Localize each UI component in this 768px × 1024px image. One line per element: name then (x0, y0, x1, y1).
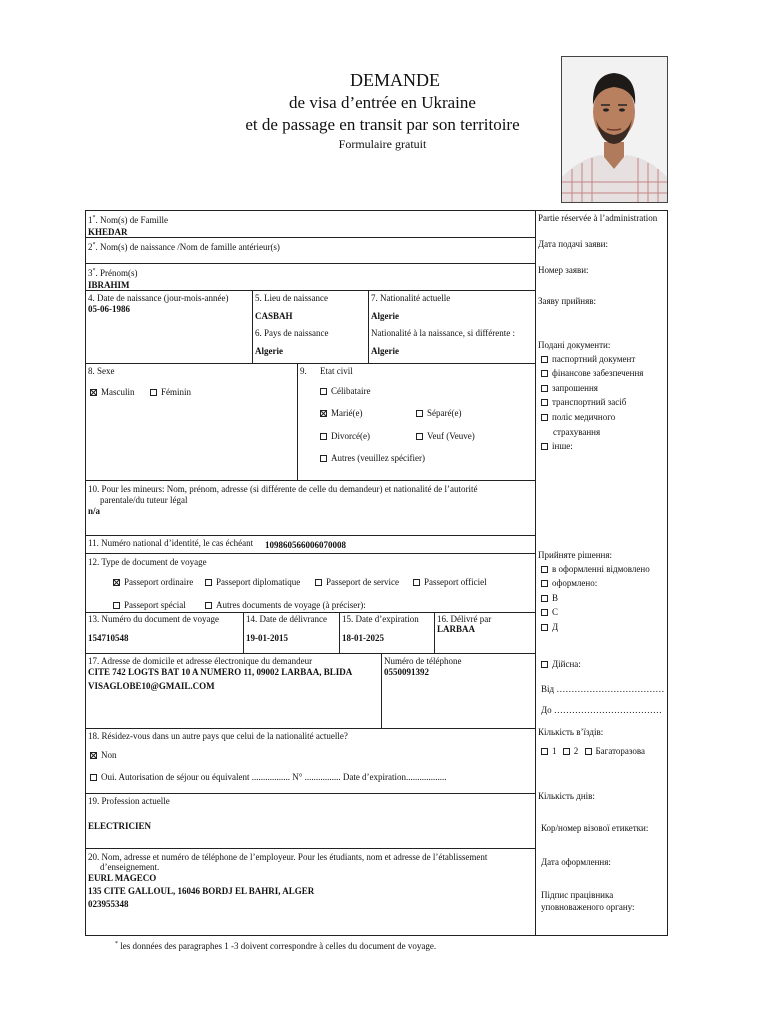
admin-title: Partie réservée à l’administration (538, 213, 658, 223)
admin-doc-label: транспортний засіб (552, 397, 627, 407)
field-6-value[interactable]: Algerie (255, 346, 283, 356)
admin-doc-label: поліс медичного (552, 412, 616, 422)
doc-ordinaire-checkbox[interactable] (113, 579, 120, 586)
field-20-address[interactable]: 135 CITE GALLOUL, 16046 BORDJ EL BAHRI, ALGER (88, 886, 315, 896)
sex-masculin-checkbox[interactable] (90, 389, 97, 396)
admin-type-item[interactable] (541, 593, 558, 603)
field-1-number: 1 (88, 215, 93, 225)
doc-special-checkbox[interactable] (113, 602, 120, 609)
field-7b-label: Nationalité à la naissance, si différente : (371, 328, 516, 338)
admin-decision-issued-checkbox[interactable] (541, 580, 548, 587)
admin-valid-checkbox[interactable] (541, 661, 548, 668)
field-6-label: 6. Pays de naissance (255, 328, 329, 338)
field-17-label: 17. Adresse de domicile et adresse électronique du demandeur (88, 656, 313, 666)
civil-divorce-checkbox[interactable] (320, 433, 327, 440)
footnote (115, 939, 436, 951)
form-subtitle-2: et de passage en transit par son territoire (245, 115, 520, 134)
admin-received-by: Заяву прийняв: (538, 296, 596, 306)
field-11-label: 11. Numéro national d’identité, le cas échéant (88, 538, 254, 548)
admin-signature-1: Підпис працівника (541, 890, 614, 900)
admin-decision-title: Прийняте рішення: (538, 550, 612, 560)
field-10-value[interactable]: n/a (88, 506, 101, 516)
field-9-number: 9. (300, 366, 307, 376)
civil-marie-option[interactable] (320, 408, 362, 418)
doc-officiel-checkbox[interactable] (413, 579, 420, 586)
admin-doc-cont: страхування (553, 427, 601, 437)
field-4-label: 4. Date de naissance (jour-mois-année) (88, 293, 229, 303)
civil-autres-label: Autres (veuillez spécifier) (331, 453, 425, 463)
field-7-label: 7. Nationalité actuelle (371, 293, 451, 303)
sex-masculin-option[interactable] (90, 387, 135, 397)
field-14-value[interactable]: 19-01-2015 (246, 633, 288, 643)
doc-autres-label: Autres documents de voyage (à préciser): (216, 600, 366, 610)
admin-doc-label: паспортний документ (552, 354, 636, 364)
field-1-label: 1*. Nom(s) de Famille (88, 215, 168, 225)
civil-separe-checkbox[interactable] (416, 410, 423, 417)
admin-entries-multi-checkbox[interactable] (585, 748, 592, 755)
footnote-mark: * (115, 941, 118, 947)
field-2-label-text: Nom(s) de naissance /Nom de famille antérieur(s) (100, 242, 280, 252)
civil-divorce-option[interactable] (320, 431, 370, 441)
field-4-value[interactable]: 05-06-1986 (88, 304, 130, 314)
doc-autres-checkbox[interactable] (205, 602, 212, 609)
admin-date-issue: Дата оформлення: (541, 857, 611, 867)
admin-sticker: Кор/номер візової етикетки: (541, 823, 649, 833)
civil-veuf-option[interactable] (416, 431, 475, 441)
admin-doc-item[interactable] (541, 354, 635, 364)
doc-service-option[interactable] (315, 577, 399, 587)
admin-doc-other[interactable] (541, 441, 573, 451)
field-3-label: 3*. Prénom(s) (88, 268, 138, 278)
footnote-text: les données des paragraphes 1 -3 doivent correspondre à celles du document de voyage. (120, 941, 437, 951)
admin-decision-refuse-checkbox[interactable] (541, 566, 548, 573)
applicant-photo (561, 56, 668, 203)
field-20-label: 20. Nom, adresse et numéro de téléphone de l’employeur. Pour les étudiants, nom et adresse de l’établissement (88, 852, 488, 862)
doc-service-label: Passeport de service (326, 577, 399, 587)
admin-type-checkbox[interactable] (541, 595, 548, 602)
admin-entries-1-label: 1 (552, 746, 557, 756)
admin-doc-item[interactable] (541, 383, 598, 393)
civil-celibataire-checkbox[interactable] (320, 388, 327, 395)
residence-non-label: Non (101, 750, 117, 760)
sex-feminin-checkbox[interactable] (150, 389, 157, 396)
field-14-label: 14. Date de délivrance (246, 614, 327, 624)
field-15-value[interactable]: 18-01-2025 (342, 633, 384, 643)
doc-diplo-label: Passeport diplomatique (216, 577, 301, 587)
admin-type-label: Д (552, 622, 559, 632)
civil-separe-label: Séparé(e) (427, 408, 462, 418)
residence-oui-option[interactable] (90, 772, 447, 782)
residence-oui-label: Oui. Autorisation de séjour ou équivalent ................. N° ................ Date d’expiration.................. (101, 772, 447, 782)
form-note: Formulaire gratuit (338, 137, 427, 151)
field-15-label: 15. Date d’expiration (342, 614, 419, 624)
form-title: DEMANDE (350, 70, 440, 90)
admin-doc-other-label: інше: (552, 441, 573, 451)
admin-docs-title: Подані документи: (538, 340, 611, 350)
civil-veuf-label: Veuf (Veuve) (427, 431, 475, 441)
field-3-number: 3 (88, 268, 93, 278)
sex-feminin-option[interactable] (150, 387, 191, 397)
field-20-label-cont: d’enseignement. (100, 862, 160, 872)
field-17-phone-value[interactable]: 0550091392 (384, 667, 429, 677)
field-17-email[interactable]: VISAGLOBE10@GMAIL.COM (88, 681, 215, 691)
field-8-label: 8. Sexe (88, 366, 115, 376)
admin-date-submit: Дата подачі заяви: (538, 239, 608, 249)
field-3-label-text: Prénom(s) (100, 268, 138, 278)
admin-doc-checkbox[interactable] (541, 356, 548, 363)
admin-type-item[interactable] (541, 607, 558, 617)
residence-oui-checkbox[interactable] (90, 774, 97, 781)
admin-type-checkbox[interactable] (541, 609, 548, 616)
admin-doc-checkbox[interactable] (541, 414, 548, 421)
civil-celibataire-label: Célibataire (331, 386, 371, 396)
admin-app-number: Номер заяви: (538, 265, 589, 275)
doc-service-checkbox[interactable] (315, 579, 322, 586)
admin-entries-1-checkbox[interactable] (541, 748, 548, 755)
admin-entries-options[interactable] (541, 746, 645, 756)
field-2-label: 2*. Nom(s) de naissance /Nom de famille antérieur(s) (88, 242, 280, 252)
admin-doc-label: запрошення (552, 383, 598, 393)
field-17-address[interactable]: CITE 742 LOGTS BAT 10 A NUMERO 11, 09002 LARBAA, BLIDA (88, 667, 353, 677)
field-17-phone-label: Numéro de téléphone (384, 656, 462, 666)
admin-signature-2: уповноваженого органу: (541, 902, 635, 912)
admin-type-item[interactable] (541, 622, 558, 632)
field-13-label: 13. Numéro du document de voyage (88, 614, 219, 624)
civil-marie-label: Marié(e) (331, 408, 363, 418)
field-12-label: 12. Type de document de voyage (88, 557, 207, 567)
civil-marie-checkbox[interactable] (320, 410, 327, 417)
residence-non-option[interactable] (90, 750, 117, 760)
doc-officiel-option[interactable] (413, 577, 487, 587)
doc-diplo-checkbox[interactable] (205, 579, 212, 586)
admin-doc-item[interactable] (541, 412, 615, 422)
civil-autres-option[interactable] (320, 453, 425, 463)
admin-days: Кількість днів: (538, 791, 595, 801)
admin-doc-checkbox[interactable] (541, 385, 548, 392)
admin-valid[interactable] (541, 659, 581, 669)
admin-doc-checkbox[interactable] (541, 399, 548, 406)
field-19-label: 19. Profession actuelle (88, 796, 170, 806)
applicant-photo-image (562, 57, 667, 202)
field-9-label: Etat civil (320, 366, 353, 376)
civil-separe-option[interactable] (416, 408, 461, 418)
form-subtitle-1: de visa d’entrée en Ukraine (289, 93, 476, 112)
admin-decision-issued[interactable] (541, 578, 597, 588)
doc-ordinaire-option[interactable] (113, 577, 193, 587)
admin-valid-label: Дійсна: (552, 659, 581, 669)
admin-decision-issued-label: оформлено: (552, 578, 598, 588)
field-5-value[interactable]: CASBAH (255, 311, 293, 321)
field-1-value[interactable]: KHEDAR (88, 227, 128, 237)
admin-doc-item[interactable] (541, 397, 626, 407)
field-10-label-cont: parentale/du tuteur légal (100, 495, 188, 505)
civil-veuf-checkbox[interactable] (416, 433, 423, 440)
admin-type-label: С (552, 607, 559, 617)
admin-entries-multi-label: Багаторазова (595, 746, 646, 756)
admin-doc-checkbox[interactable] (541, 370, 548, 377)
field-7-value[interactable]: Algerie (371, 311, 399, 321)
field-3-value[interactable]: IBRAHIM (88, 280, 130, 290)
sex-feminin-label: Féminin (161, 387, 192, 397)
doc-diplo-option[interactable] (205, 577, 300, 587)
field-1-label-text: Nom(s) de Famille (100, 215, 168, 225)
field-16-value[interactable]: LARBAA (437, 624, 476, 634)
field-18-label: 18. Résidez-vous dans un autre pays que celui de la nationalité actuelle? (88, 731, 348, 741)
admin-valid-to: До ……………………………… (541, 705, 662, 715)
field-20-employer[interactable]: EURL MAGECO (88, 873, 157, 883)
doc-special-option[interactable] (113, 600, 186, 610)
admin-valid-from: Від ……………………………… (541, 684, 665, 694)
doc-officiel-label: Passeport officiel (424, 577, 487, 587)
civil-autres-checkbox[interactable] (320, 455, 327, 462)
civil-celibataire-option[interactable] (320, 386, 370, 396)
doc-ordinaire-label: Passeport ordinaire (124, 577, 194, 587)
field-7b-value[interactable]: Algerie (371, 346, 399, 356)
residence-non-checkbox[interactable] (90, 752, 97, 759)
field-5-label: 5. Lieu de naissance (255, 293, 328, 303)
admin-decision-refuse[interactable] (541, 564, 650, 574)
field-10-label: 10. Pour les mineurs: Nom, prénom, adresse (si différente de celle du demandeur) et nationalité de l’autorité (88, 484, 478, 494)
admin-doc-item[interactable] (541, 368, 643, 378)
sex-masculin-label: Masculin (101, 387, 135, 397)
admin-entries-label: Кількість в’їздів: (538, 727, 604, 737)
admin-entries-2-checkbox[interactable] (563, 748, 570, 755)
admin-type-checkbox[interactable] (541, 624, 548, 631)
field-11-value[interactable]: 109860566006070008 (265, 540, 346, 550)
civil-divorce-label: Divorcé(e) (331, 431, 370, 441)
doc-special-label: Passeport spécial (124, 600, 186, 610)
field-13-value[interactable]: 154710548 (88, 633, 129, 643)
admin-type-label: В (552, 593, 559, 603)
admin-decision-refuse-label: в оформленні відмовлено (552, 564, 650, 574)
admin-doc-other-checkbox[interactable] (541, 443, 548, 450)
field-16-label: 16. Délivré par (437, 614, 492, 624)
field-20-phone[interactable]: 023955348 (88, 899, 129, 909)
admin-doc-label: фінансове забезпечення (552, 368, 644, 378)
field-2-number: 2 (88, 242, 93, 252)
doc-autres-option[interactable] (205, 600, 366, 610)
admin-entries-2-label: 2 (573, 746, 579, 756)
field-19-value[interactable]: ELECTRICIEN (88, 821, 152, 831)
